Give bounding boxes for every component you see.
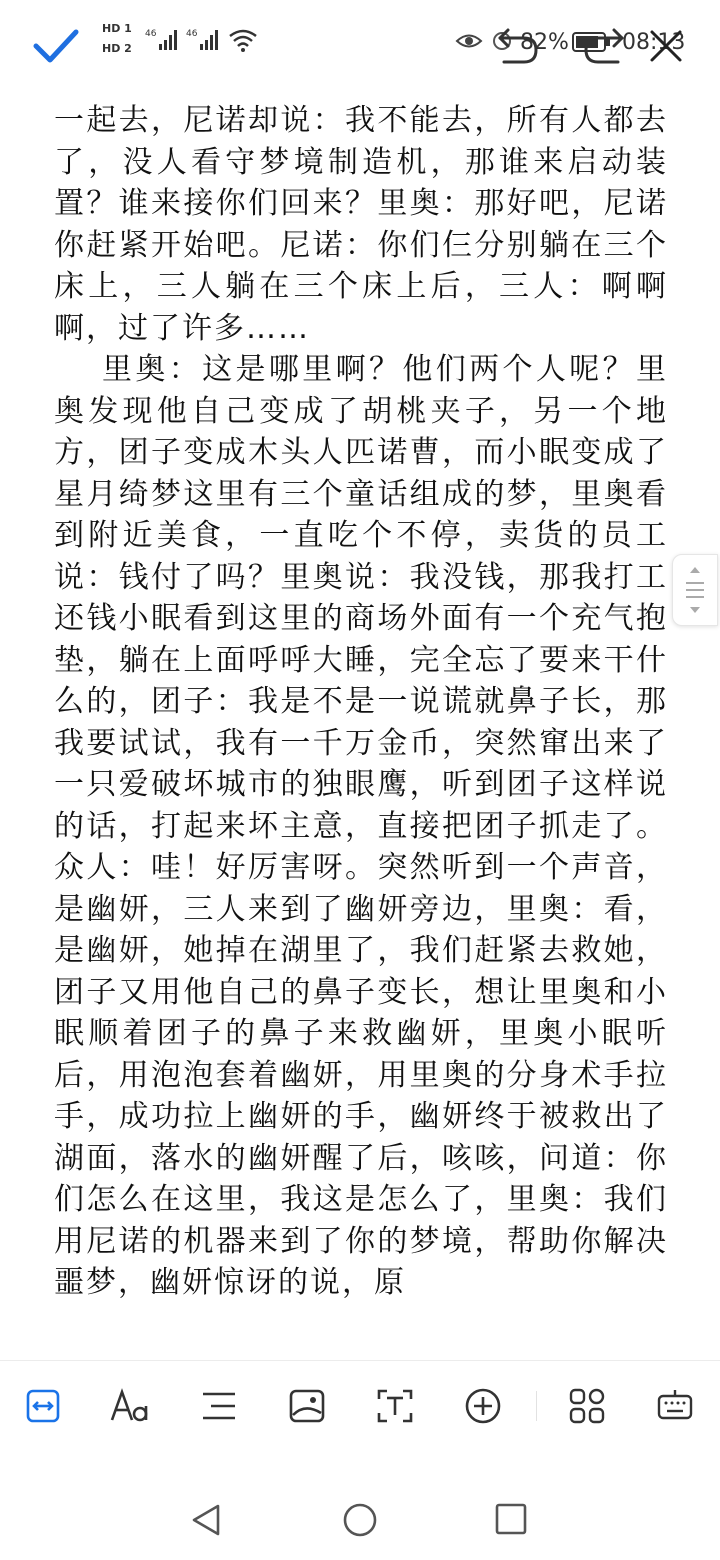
paragraph-1[interactable]: 一起去，尼诺却说：我不能去，所有人都去了，没人看守梦境制造机，那谁来启动装置？谁来接你们回来？里奥：那好吧，尼诺你赶紧开始吧。尼诺：你们仨分别躺在三个床上，三人躺在三个床上后，三人：啊啊啊，过了许多…… — [54, 103, 668, 346]
text-box-button[interactable] — [372, 1383, 418, 1429]
insert-icon — [464, 1387, 502, 1425]
image-button[interactable] — [284, 1383, 330, 1429]
back-icon[interactable] — [188, 1502, 224, 1538]
font-icon — [110, 1388, 152, 1424]
paragraph-2[interactable]: 里奥：这是哪里啊？他们两个人呢？里奥发现他自己变成了胡桃夹子，另一个地方，团子变成木头人匹诺曹，而小眠变成了星月绮梦这里有三个童话组成的梦，里奥看到附近美食，一直吃个不停，卖货的员工说：钱付了吗？里奥说：我没钱，那我打工还钱小眠看到这里的商场外面有一个充气抱垫，躺在上面呼呼大睡，完全忘了要来干什么的，团子：我是不是一说谎就鼻子长，那我要试试，我有一千万金币，突然窜出来了一只爱破坏城市的独眼鹰，听到团子这样说的话，打起来坏主意，直接把团子抓走了。众人：哇！好厉害呀。突然听到一个声音，是幽妍，三人来到了幽妍旁边，里奥：看，是幽妍，她掉在湖里了，我们赶紧去救她，团子又用他自己的鼻子变长，想让里奥和小眠顺着团子的鼻子来救幽妍，里奥小眠听后，用泡泡套着幽妍，用里奥的分身术手拉手，成功拉上幽妍的手，幽妍终于被救出了湖面，落水的幽妍醒了后，咳咳，问道：你们怎么在这里，我这是怎么了，里奥：我们用尼诺的机器来到了你的梦境，帮助你解决噩梦，幽妍惊讶的说，原 — [54, 352, 668, 1300]
toolbar-divider — [536, 1391, 537, 1421]
edit-toolbar — [0, 1360, 720, 1451]
apps-button[interactable] — [564, 1383, 610, 1429]
keyboard-button[interactable] — [652, 1383, 698, 1429]
fit-width-icon — [26, 1389, 60, 1423]
signal-icon — [145, 26, 181, 54]
paragraph-button[interactable] — [196, 1383, 242, 1429]
signal-icon-2 — [186, 26, 222, 54]
scroll-handle[interactable] — [672, 554, 718, 626]
insert-button[interactable] — [460, 1383, 506, 1429]
battery-percent: 82% — [520, 30, 569, 55]
sim-indicators — [102, 22, 132, 62]
sim1-label: HD 1 — [102, 22, 132, 35]
sim2-label: HD 2 — [102, 42, 132, 55]
apps-icon — [569, 1388, 605, 1424]
scroll-arrows-icon — [673, 555, 717, 625]
document-body[interactable] — [54, 80, 668, 1360]
network1-label: 46 — [145, 29, 157, 39]
home-icon[interactable] — [342, 1502, 378, 1538]
font-button[interactable] — [108, 1383, 154, 1429]
title-bar — [0, 0, 720, 92]
recents-icon[interactable] — [494, 1502, 528, 1536]
image-icon — [289, 1389, 325, 1423]
system-nav-bar — [0, 1450, 720, 1560]
check-icon[interactable] — [32, 24, 80, 68]
network2-label: 46 — [186, 29, 198, 39]
close-icon[interactable] — [646, 26, 686, 66]
eye-icon — [455, 30, 483, 52]
redo-icon[interactable] — [580, 24, 628, 68]
status-time: 08:13 — [622, 30, 686, 55]
undo-icon[interactable] — [494, 24, 542, 68]
fit-width-button[interactable] — [20, 1383, 66, 1429]
text-box-icon — [377, 1389, 413, 1423]
keyboard-icon — [657, 1390, 693, 1422]
wifi-icon — [228, 28, 258, 52]
paragraph-icon — [201, 1390, 237, 1422]
